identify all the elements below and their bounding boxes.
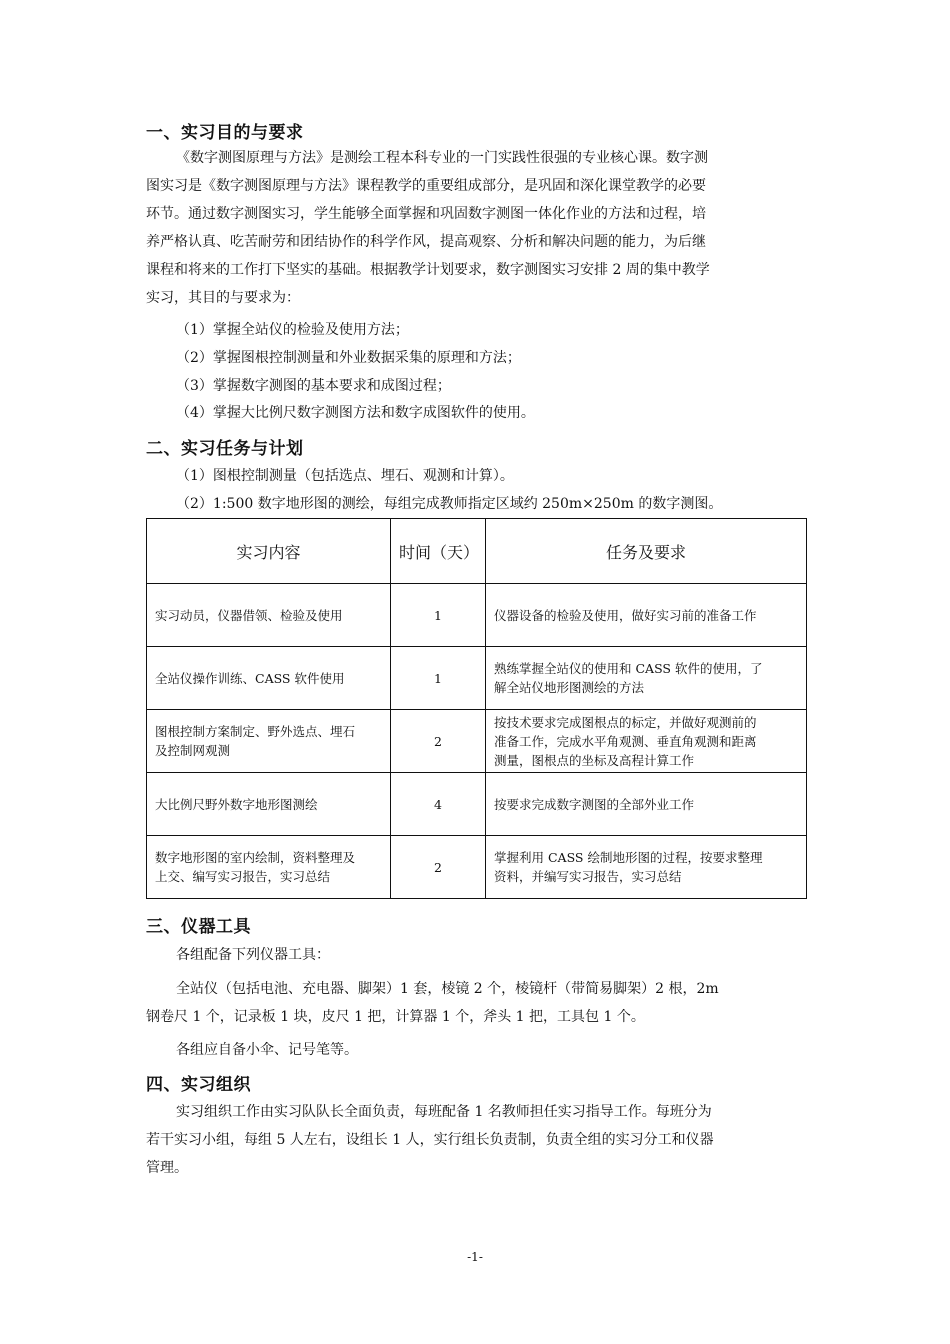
table-row bbox=[147, 710, 807, 773]
section-4-line: 若干实习小组，每组 5 人左右，设组长 1 人，实行组长负责制，负责全组的实习分工和仪器 bbox=[146, 1132, 714, 1148]
cell-days: 2 bbox=[391, 836, 486, 899]
section-2-item: （1）图根控制测量（包括选点、埋石、观测和计算）。 bbox=[176, 468, 514, 484]
section-2-item: （2）1:500 数字地形图的测绘，每组完成教师指定区域约 250m×250m 的数字测图。 bbox=[176, 496, 723, 512]
section-1-line: 图实习是《数字测图原理与方法》课程教学的重要组成部分，是巩固和深化课堂教学的必要 bbox=[146, 178, 706, 194]
cell-content bbox=[147, 647, 391, 710]
cell-task bbox=[486, 710, 807, 773]
section-4-line: 实习组织工作由实习队队长全面负责，每班配备 1 名教师担任实习指导工作。每班分为 bbox=[176, 1104, 712, 1120]
cell-text: 及控制网观测 bbox=[155, 743, 231, 758]
cell-task bbox=[486, 584, 807, 647]
section-3-line: 各组配备下列仪器工具： bbox=[176, 947, 330, 963]
section-1-item: （1）掌握全站仪的检验及使用方法； bbox=[176, 322, 409, 338]
table-row bbox=[147, 647, 807, 710]
cell-content bbox=[147, 584, 391, 647]
cell-text: 大比例尺野外数字地形图测绘 bbox=[155, 796, 318, 812]
column-header-content: 实习内容 bbox=[147, 519, 391, 584]
cell-text: 按技术要求完成图根点的标定，并做好观测前的 bbox=[494, 714, 757, 730]
section-3-line: 钢卷尺 1 个，记录板 1 块，皮尺 1 把，计算器 1 个，斧头 1 把，工具包 1 个。 bbox=[146, 1009, 645, 1025]
cell-text: 熟练掌握全站仪的使用和 CASS 软件的使用，了 bbox=[494, 661, 763, 676]
cell-content bbox=[147, 773, 391, 836]
cell-content bbox=[147, 836, 391, 899]
cell-text: 上交、编写实习报告，实习总结 bbox=[155, 869, 331, 884]
table-header-row bbox=[147, 519, 807, 584]
column-header-task: 任务及要求 bbox=[486, 519, 807, 584]
cell-text: 准备工作，完成水平角观测、垂直角观测和距离 bbox=[494, 733, 757, 749]
cell-text: 全站仪操作训练、CASS 软件使用 bbox=[155, 670, 345, 686]
cell-task bbox=[486, 836, 807, 899]
cell-days: 1 bbox=[391, 647, 486, 710]
section-1-line: 课程和将来的工作打下坚实的基础。根据教学计划要求，数字测图实习安排 2 周的集中教学 bbox=[146, 262, 710, 278]
cell-text: 解全站仪地形图测绘的方法 bbox=[494, 680, 645, 695]
cell-days: 2 bbox=[391, 710, 486, 773]
section-3-line: 各组应自备小伞、记号笔等。 bbox=[176, 1042, 358, 1058]
cell-content bbox=[147, 710, 391, 773]
cell-text: 数字地形图的室内绘制，资料整理及 bbox=[155, 850, 356, 865]
section-1-line: 实习，其目的与要求为： bbox=[146, 290, 300, 306]
cell-days: 4 bbox=[391, 773, 486, 836]
table-row bbox=[147, 836, 807, 899]
cell-text: 资料，并编写实习报告，实习总结 bbox=[494, 869, 682, 884]
cell-days: 1 bbox=[391, 584, 486, 647]
cell-text: 图根控制方案制定、野外选点、埋石 bbox=[155, 724, 356, 739]
section-1-line: 《数字测图原理与方法》是测绘工程本科专业的一门实践性很强的专业核心课。数字测 bbox=[176, 150, 708, 166]
section-3-heading: 三、仪器工具 bbox=[146, 917, 251, 937]
section-1-item: （2）掌握图根控制测量和外业数据采集的原理和方法； bbox=[176, 350, 521, 366]
table-row bbox=[147, 584, 807, 647]
section-1-line: 养严格认真、吃苦耐劳和团结协作的科学作风，提高观察、分析和解决问题的能力，为后继 bbox=[146, 234, 706, 250]
cell-task bbox=[486, 773, 807, 836]
cell-text: 掌握利用 CASS 绘制地形图的过程，按要求整理 bbox=[494, 850, 763, 865]
page-number: -1- bbox=[467, 1250, 483, 1264]
section-4-heading: 四、实习组织 bbox=[146, 1075, 251, 1095]
section-2-heading: 二、实习任务与计划 bbox=[146, 439, 304, 459]
cell-task bbox=[486, 647, 807, 710]
table-row bbox=[147, 773, 807, 836]
section-4-line: 管理。 bbox=[146, 1160, 188, 1176]
cell-text: 实习动员，仪器借领、检验及使用 bbox=[155, 607, 343, 623]
section-1-heading: 一、实习目的与要求 bbox=[146, 123, 304, 143]
cell-text: 测量，图根点的坐标及高程计算工作 bbox=[494, 752, 695, 768]
section-1-item: （3）掌握数字测图的基本要求和成图过程； bbox=[176, 378, 451, 394]
column-header-days: 时间（天） bbox=[391, 519, 486, 584]
task-plan-table bbox=[146, 518, 807, 899]
section-3-line: 全站仪（包括电池、充电器、脚架）1 套，棱镜 2 个，棱镜杆（带简易脚架）2 根，2m bbox=[176, 981, 719, 997]
section-1-item: （4）掌握大比例尺数字测图方法和数字成图软件的使用。 bbox=[176, 405, 535, 421]
section-1-line: 环节。通过数字测图实习，学生能够全面掌握和巩固数字测图一体化作业的方法和过程，培 bbox=[146, 206, 706, 222]
cell-text: 按要求完成数字测图的全部外业工作 bbox=[494, 796, 695, 812]
cell-text: 仪器设备的检验及使用，做好实习前的准备工作 bbox=[494, 607, 757, 623]
